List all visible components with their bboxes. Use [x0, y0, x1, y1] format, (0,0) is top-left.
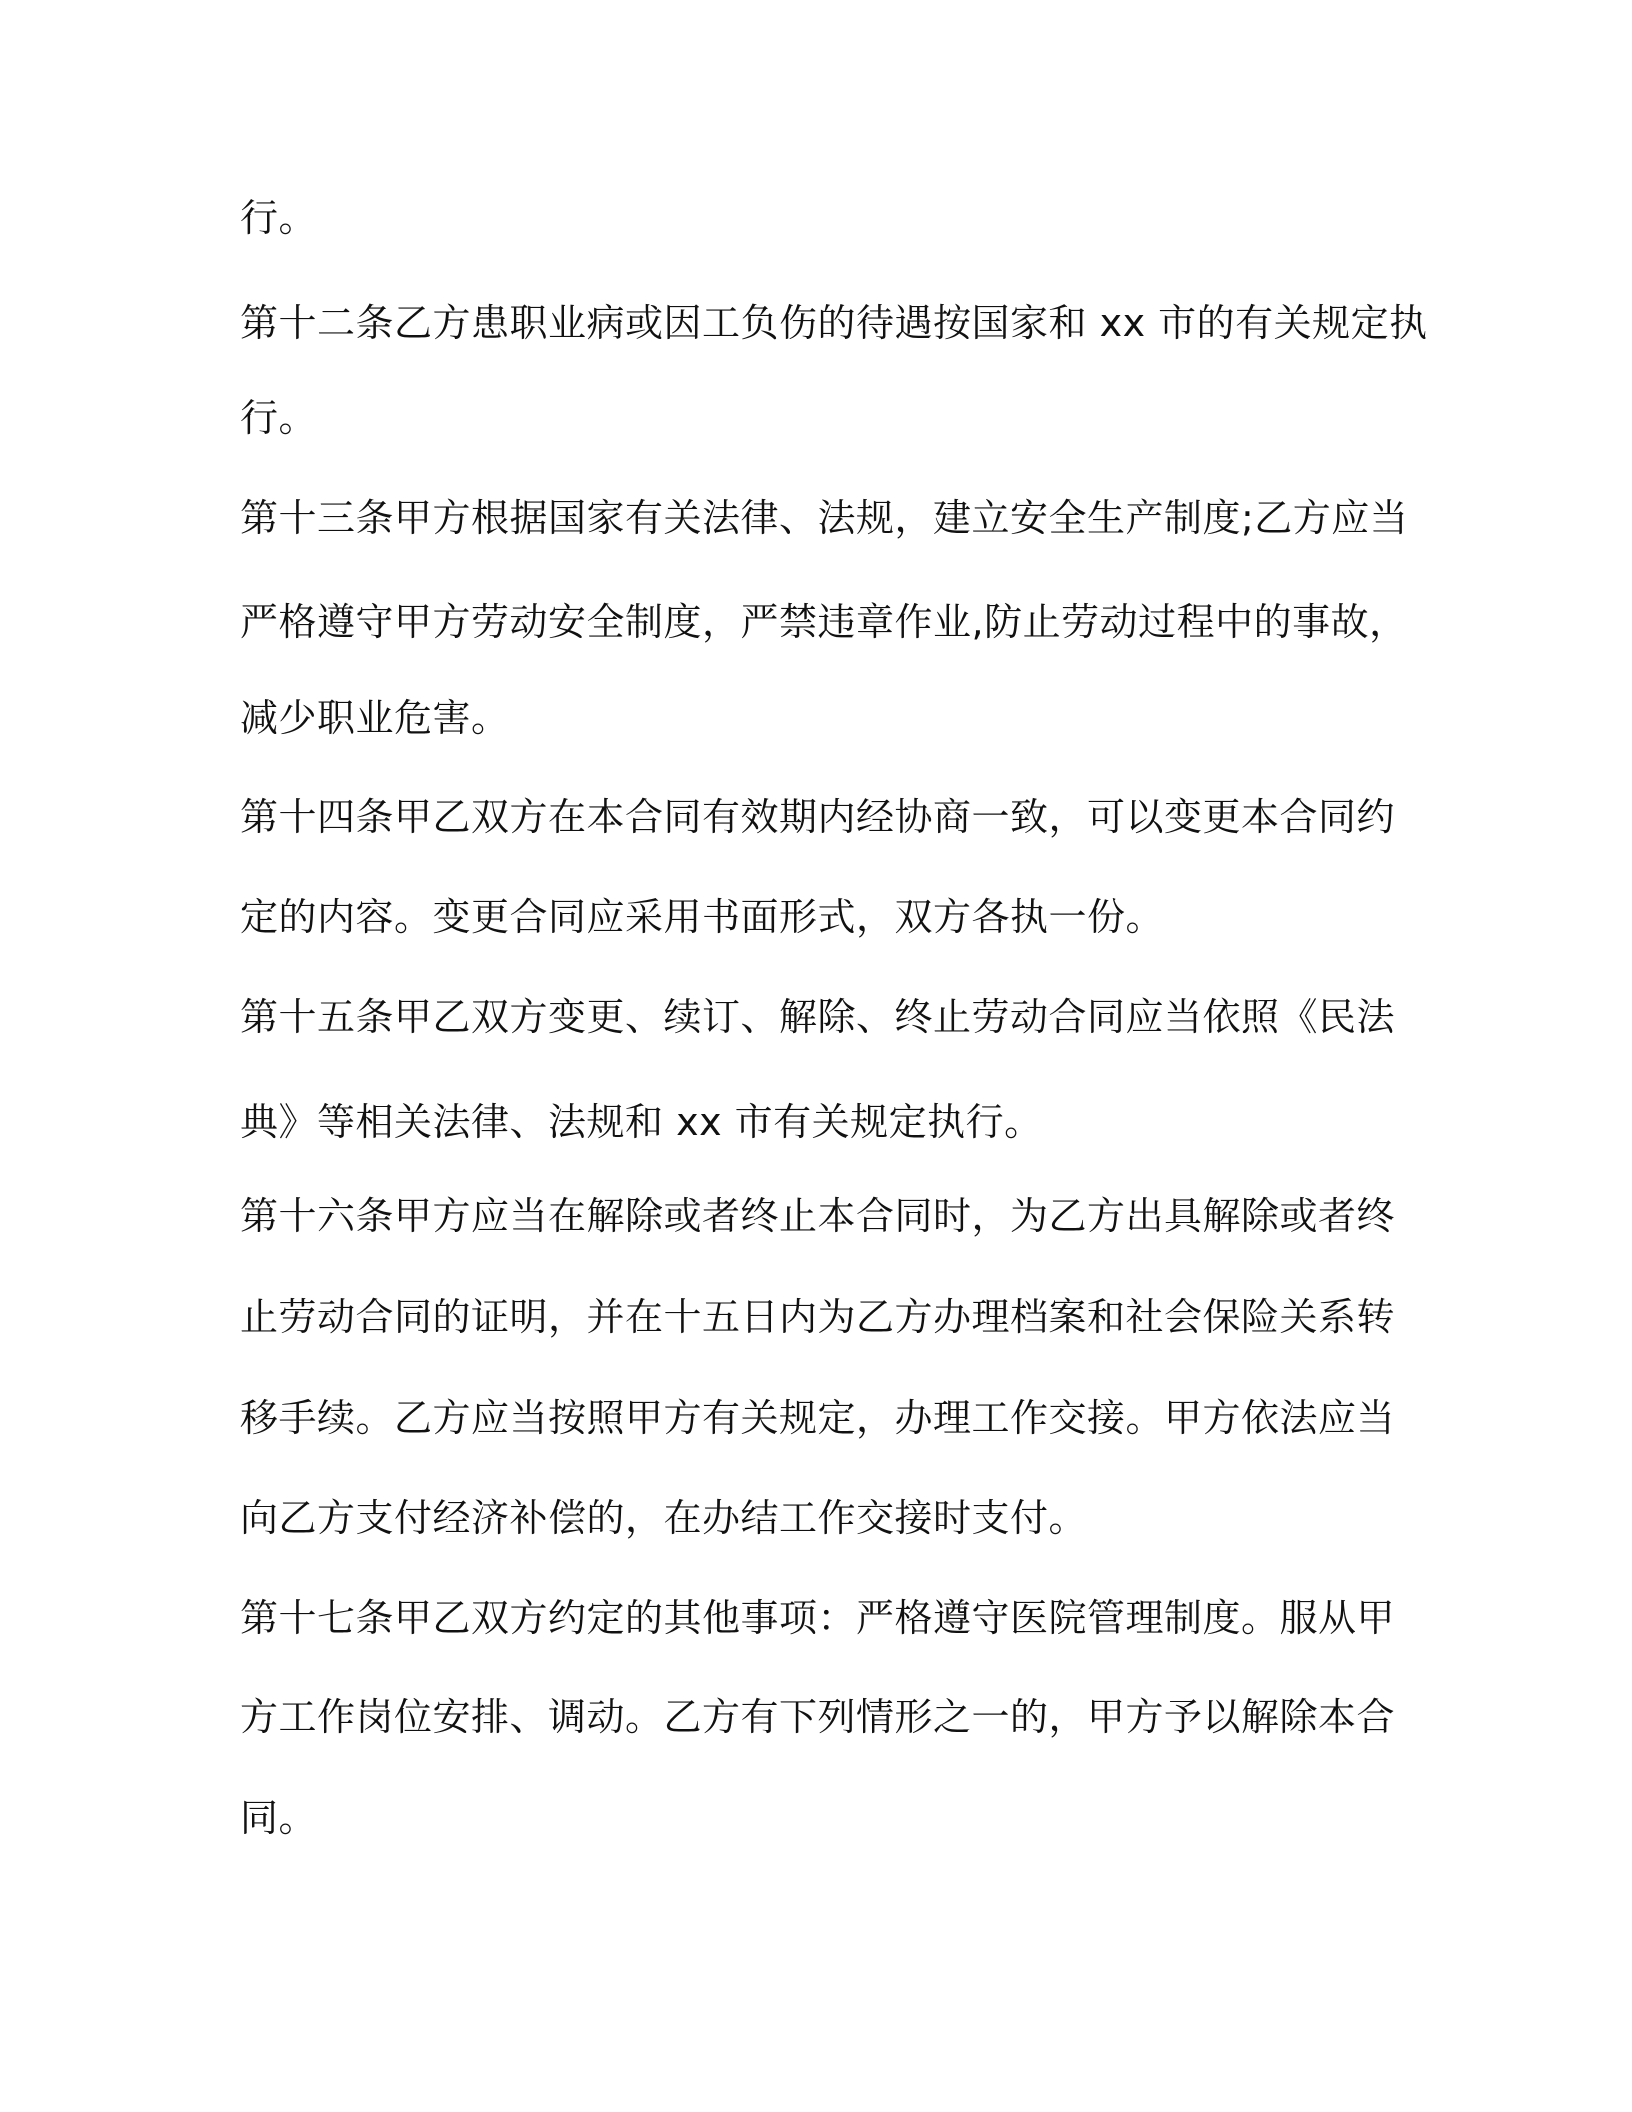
- text-line: 行。: [240, 196, 318, 240]
- text-line: 第十四条甲乙双方在本合同有效期内经协商一致，可以变更本合同约: [240, 795, 1396, 839]
- text-line: 第十二条乙方患职业病或因工负伤的待遇按国家和 xx 市的有关规定执: [240, 301, 1428, 345]
- text-line: 第十六条甲方应当在解除或者终止本合同时，为乙方出具解除或者终: [240, 1194, 1396, 1238]
- text-line: 同。: [240, 1796, 318, 1840]
- text-line: 向乙方支付经济补偿的，在办结工作交接时支付。: [240, 1496, 1088, 1540]
- text-line: 典》等相关法律、法规和 xx 市有关规定执行。: [240, 1100, 1043, 1144]
- text-line: 移手续。乙方应当按照甲方有关规定，办理工作交接。甲方依法应当: [240, 1396, 1396, 1440]
- text-line: 严格遵守甲方劳动安全制度，严禁违章作业,防止劳动过程中的事故，: [240, 600, 1408, 644]
- text-line: 方工作岗位安排、调动。乙方有下列情形之一的，甲方予以解除本合: [240, 1695, 1396, 1739]
- text-line: 第十七条甲乙双方约定的其他事项：严格遵守医院管理制度。服从甲: [240, 1596, 1396, 1640]
- text-line: 定的内容。变更合同应采用书面形式，双方各执一份。: [240, 895, 1165, 939]
- text-line: 第十五条甲乙双方变更、续订、解除、终止劳动合同应当依照《民法: [240, 995, 1396, 1039]
- text-line: 减少职业危害。: [240, 696, 510, 740]
- text-line: 第十三条甲方根据国家有关法律、法规，建立安全生产制度;乙方应当: [240, 496, 1409, 540]
- text-line: 行。: [240, 396, 318, 440]
- text-line: 止劳动合同的证明，并在十五日内为乙方办理档案和社会保险关系转: [240, 1295, 1396, 1339]
